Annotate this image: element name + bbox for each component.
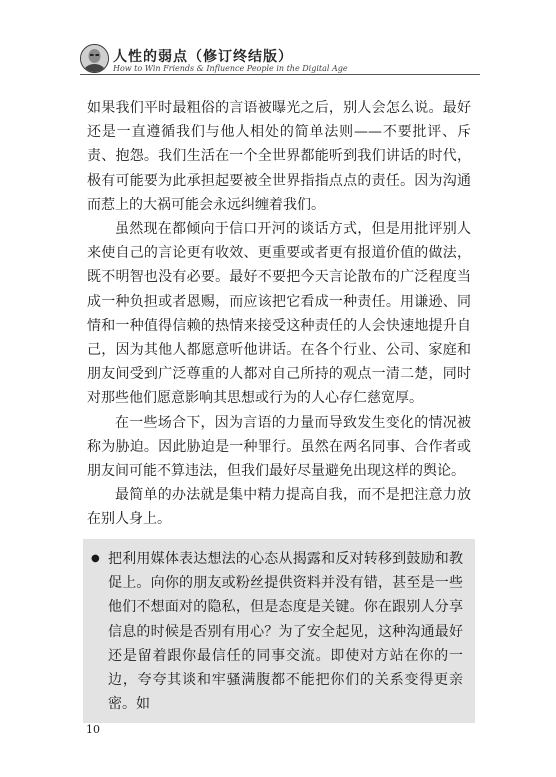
book-subtitle: How to Win Friends & Influence People in the Digital Age bbox=[113, 64, 348, 73]
running-header bbox=[80, 44, 480, 76]
body-text bbox=[87, 96, 471, 532]
header-rule bbox=[80, 74, 480, 75]
tip-box bbox=[83, 539, 475, 723]
author-portrait-icon bbox=[80, 44, 109, 73]
page-number: 10 bbox=[86, 723, 100, 736]
book-title: 人性的弱点（修订终结版） bbox=[113, 49, 293, 65]
paragraph: 如果我们平时最粗俗的言语被曝光之后，别人会怎么说。最好还是一直遵循我们与他人相处的简单法则——不要批评、斥责、抱怨。我们生活在一个全世界都能听到我们讲话的时代，极有可能要为此承担起要被全世界指指点点的责任。因为沟通而惹上的大祸可能会永远纠缠着我们。 bbox=[87, 100, 471, 213]
paragraph: 在一些场合下，因为言语的力量而导致发生变化的情况被称为胁迫。因此胁迫是一种罪行。虽然在两名同事、合作者或朋友间可能不算违法，但我们最好尽量避免出现这样的舆论。 bbox=[87, 414, 471, 480]
paragraph: 最简单的办法就是集中精力提高自我，而不是把注意力放在别人身上。 bbox=[87, 487, 471, 528]
bullet-icon: ● bbox=[91, 553, 100, 564]
paragraph: 虽然现在都倾向于信口开河的谈话方式，但是用批评别人来使自己的言论更有收效、更重要或者更有报道价值的做法，既不明智也没有必要。最好不要把今天言论散布的广泛程度当成一种负担或者恩赐，而应该把它看成一种责任。用谦逊、同情和一种值得信赖的热情来接受这种责任的人会快速地提升自己，因为其他人都愿意听他讲话。在各个行业、公司、家庭和朋友间受到广泛尊重的人都对自己所持的观点一清二楚，同时对那些他们愿意影响其思想或行为的人心存仁慈宽厚。 bbox=[87, 221, 471, 407]
tip-text: 把利用媒体表达想法的心态从揭露和反对转移到鼓励和教促上。向你的朋友或粉丝提供资料并没有错，甚至是一些他们不想面对的隐私，但是态度是关键。你在跟别人分享信息的时候是否别有用心？为了安全起见，这种沟通最好还是留着跟你最信任的同事交流。即使对方站在你的一边，夸夸其谈和牢骚满腹都不能把你们的关系变得更亲密。如 bbox=[108, 551, 463, 713]
